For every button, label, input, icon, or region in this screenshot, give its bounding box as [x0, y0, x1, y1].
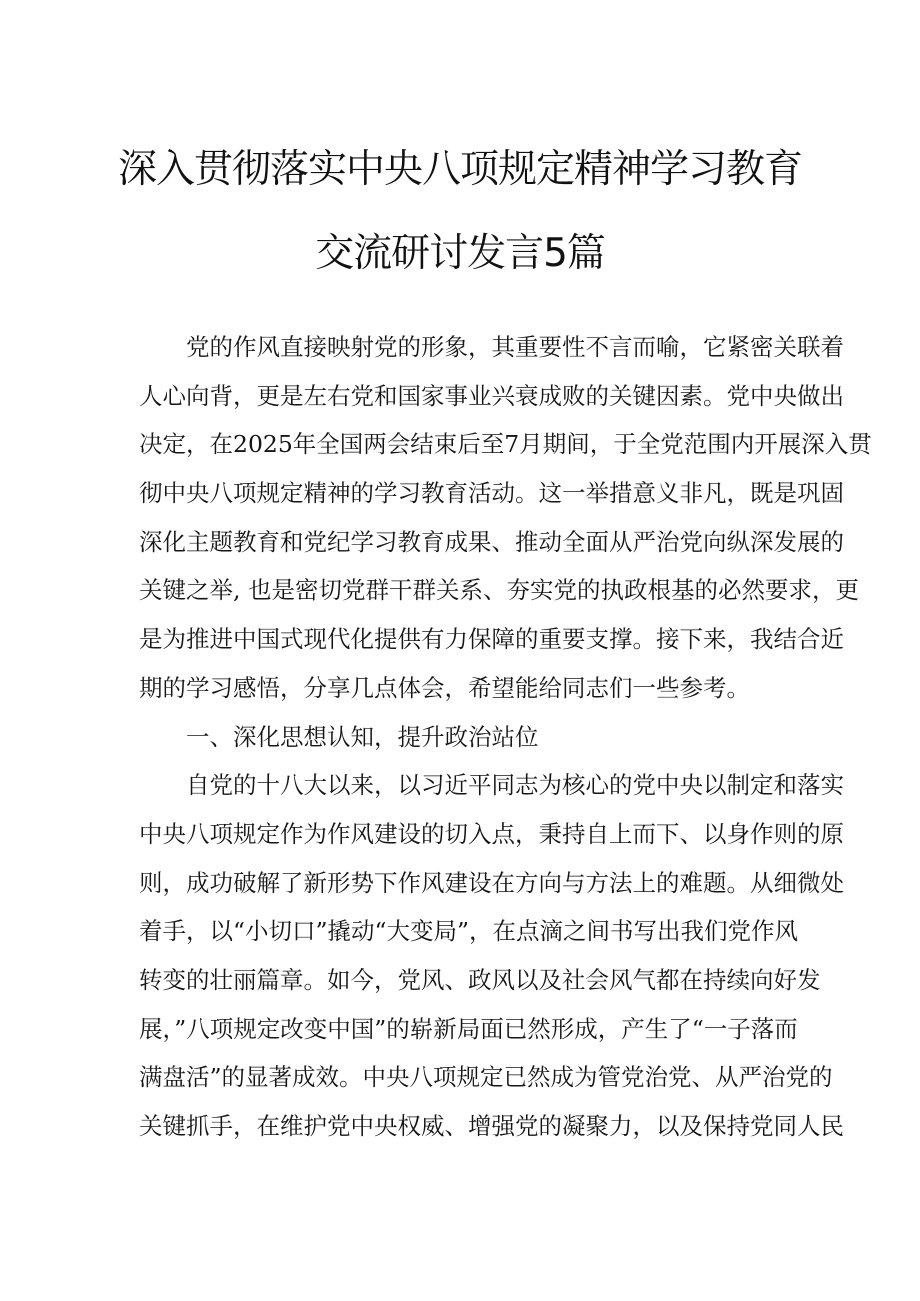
paragraph-line: 决定，在2025年全国两会结束后至7月期间，于全党范围内开展深入贯 [139, 430, 872, 459]
paragraph-line: 则，成功破解了新形势下作风建设在方向与方法上的难题。从细微处 [139, 868, 844, 897]
document-title-line-2: 交流研讨发言5篇 [315, 231, 605, 276]
document-title-line-1: 深入贯彻落实中央八项规定精神学习教育 [117, 147, 802, 192]
paragraph-line: 展，”八项规定改变中国”的崭新局面已然形成，产生了“一子落而 [139, 1014, 798, 1043]
paragraph-line: 人心向背，更是左右党和国家事业兴衰成败的关键因素。党中央做出 [139, 381, 844, 410]
paragraph-line: 中央八项规定作为作风建设的切入点，秉持自上而下、以身作则的原 [139, 819, 844, 848]
paragraph-line: 关键之举, 也是密切党群干群关系、夯实党的执政根基的必然要求，更 [139, 576, 859, 605]
paragraph-line: 满盘活”的显著成效。中央八项规定已然成为管党治党、从严治党的 [139, 1063, 833, 1092]
document-body [139, 331, 872, 1159]
paragraph-line: 深化主题教育和党纪学习教育成果、推动全面从严治党向纵深发展的 [139, 527, 844, 556]
paragraph-line: 是为推进中国式现代化提供有力保障的重要支撑。接下来，我结合近 [139, 625, 844, 654]
paragraph-line: 党的作风直接映射党的形象，其重要性不言而喻，它紧密关联着 [186, 333, 844, 361]
paragraph-line: 自党的十八大以来，以习近平同志为核心的党中央以制定和落实 [186, 771, 844, 800]
paragraph-line: 转变的壮丽篇章。如今，党风、政风以及社会风气都在持续向好发 [139, 965, 821, 994]
paragraph-line: 着手，以“小切口”撬动“大变局”，在点滴之间书写出我们党作风 [139, 917, 799, 946]
paragraph-line: 期的学习感悟，分享几点体会，希望能给同志们一些参考。 [139, 673, 750, 702]
section-heading: 一、深化思想认知，提升政治站位 [186, 722, 539, 751]
paragraph-line: 关键抓手，在维护党中央权威、增强党的凝聚力，以及保持党同人民 [139, 1112, 844, 1140]
paragraph-line: 彻中央八项规定精神的学习教育活动。这一举措意义非凡，既是巩固 [139, 479, 844, 508]
